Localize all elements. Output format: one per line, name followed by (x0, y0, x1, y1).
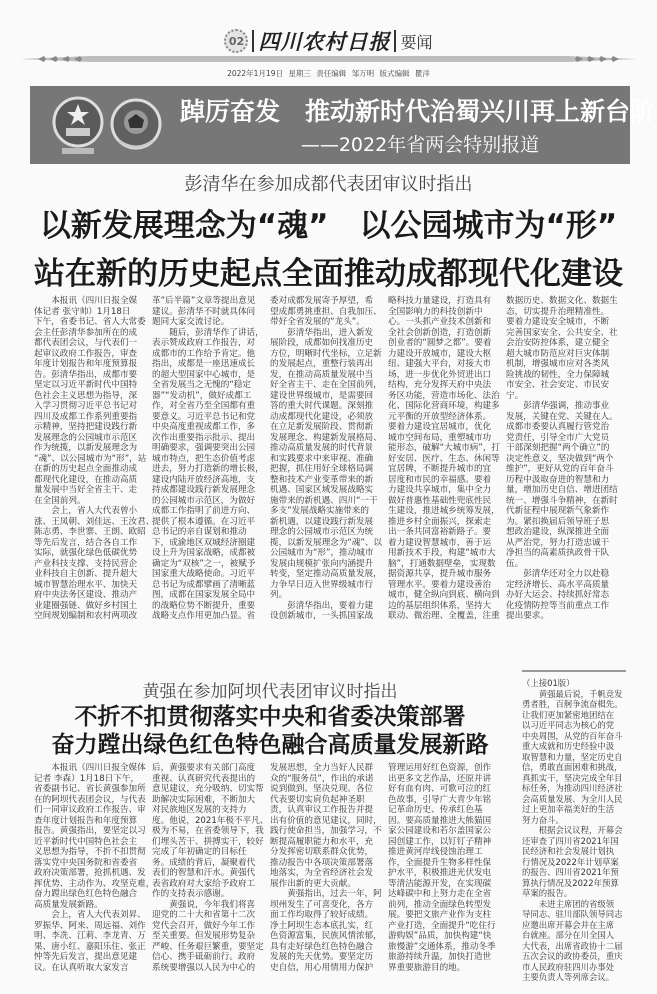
text-line: 持成都建设践行新发展理念 (152, 485, 256, 495)
text-line: 让我们更加紧密地团结在 (522, 709, 615, 720)
text-line: 量发展中当好全省主干、走 (34, 485, 138, 495)
article2-kicker: 黄强在参加阿坝代表团审议时指出 (142, 682, 398, 702)
text-line: 好安居、医疗、生态、休闲等 (388, 453, 500, 464)
text-line: 设创新城市，一头抓国家战 (270, 611, 374, 621)
text-line: 揽，以新发展理念为“魂”、以 (270, 537, 383, 548)
text-line: 在立足新发展阶段、贯彻新 (270, 422, 374, 432)
text-line: 发，在推动高质量发展中当 (270, 369, 374, 380)
text-line: 管理运用好红色资源，创作 (388, 763, 492, 773)
text-line: 公园城市为“形”，推动城市 (270, 548, 374, 558)
text-line: 险挑战的韧性，全力保障城 (506, 369, 610, 380)
text-line: 定经济增长、高水平高质量 (506, 579, 610, 590)
text-line: 度。他说，2021年极不平凡、 (152, 815, 269, 826)
text-line: 四川及成都工作系列重要指 (34, 411, 138, 422)
text-line: 说到做到、坚决兑现。各位 (270, 784, 374, 794)
article2-headline-1: 不折不扣贯彻落实中央和省委决策部署 (74, 704, 466, 730)
text-line: 报告。黄强指出，要坚定以习 (34, 826, 146, 836)
article1-headline-1: 以新发展理念为“魂” 以公园城市为“形” (39, 208, 618, 244)
text-line: 年度计划报告和年度预算报 (34, 359, 138, 369)
text-line: 意见建议，充分吸纳、切实帮 (152, 784, 264, 794)
text-line: 旅游持续升温，加快打造世 (388, 952, 492, 962)
text-line: 好全省主干、走在全国前列， (270, 380, 382, 390)
text-line: 彭清华指出，进入新发 (270, 327, 374, 338)
text-line: 发展由规模扩张向内涵提升 (270, 558, 374, 569)
text-line: 下午，省委书记、省人大常委 (34, 317, 146, 327)
article2-column-4 (388, 763, 496, 973)
text-line: 发展思想，全力当好人民群 (270, 763, 374, 773)
text-line: 结构，充分发挥天府中央法 (388, 380, 492, 390)
text-line: 力建设开放城市，建设大枢 (388, 348, 492, 359)
text-line: 涨、王凤朝、刘佳远、王汝君、 (34, 516, 155, 527)
text-line: 府中央法务区建设、推动产 (34, 590, 138, 600)
text-line: 能形态，破解“大城市病”，打 (388, 443, 501, 453)
article1-column-5 (506, 296, 618, 622)
text-line: 政府决策部署，抢抓机遇、发 (34, 868, 146, 878)
text-line: 办好大运会、持续抓好常态 (506, 590, 610, 600)
text-line: 的超大型国家中心城市，是 (152, 369, 256, 380)
text-line: 发展，关键在党、关键在人。 (506, 411, 618, 422)
text-line: 应邀出席开幕会并在主席 (522, 919, 615, 930)
text-line: 的公园城市示范区，为做好 (152, 495, 256, 506)
text-line: 市安全、社会安定、市民安 (506, 380, 610, 390)
text-line: 居度和市民的幸福感。要着 (388, 474, 492, 485)
text-line: 作，全面提升生物多样性保 (388, 857, 492, 868)
text-line: 代表要切实肩负起神圣职 (270, 794, 365, 805)
text-line: 界重要旅游目的地。 (388, 962, 466, 973)
text-line: 全社会创新创造，打造创新 (388, 327, 492, 338)
cppcc-emblem-icon (110, 92, 162, 158)
text-line: 明确要求，强调要突出公园 (152, 443, 256, 453)
text-line: 战略支点作用更加凸显。省 (152, 611, 256, 621)
text-line: 记革命历史、传承红色基 (388, 805, 483, 815)
text-line: 总书记为成都擘画了清晰蓝 (152, 579, 256, 590)
text-line: 国家重大战略使命。习近平 (152, 569, 256, 579)
text-line: 的发展起点，重整行装再出 (270, 359, 374, 369)
text-line: 大代表，出席省政协十二届 (522, 940, 623, 951)
text-line: 黄强说，今年我们将喜 (152, 899, 256, 910)
text-line: 做好普惠性基础性兜底性民 (388, 495, 492, 506)
text-line: 陈志勇、李世寨、王朗、欧昭 (34, 527, 146, 537)
text-line: 挥优势、主动作为、攻坚克难， (34, 878, 155, 889)
text-line: 建议。彭清华不时就具体问 (152, 306, 256, 317)
text-line: 导同志、驻川部队领导同志 (522, 909, 623, 919)
text-line: 为。紧扣换届后领导班子思 (506, 516, 610, 527)
text-line: 党代会召开，做好今年工作 (152, 920, 256, 931)
text-line: 具有走好绿色红色特色融合 (270, 941, 374, 952)
text-line: 化疫情防控等当前重点工作 (506, 600, 610, 611)
text-line: 确定为“双核”之一，被赋予 (152, 558, 256, 569)
text-line: 行情况及2022年计划草案 (522, 856, 619, 867)
text-line: 想政治建设，纵深推进全面 (506, 527, 610, 537)
text-line: 努力奋斗。 (522, 814, 564, 825)
text-line: 要意义。习近平总书记和党 (152, 411, 256, 422)
text-line: 色社会主义思想为指导，深 (34, 390, 138, 401)
text-line: 题同大家交流讨论。 (152, 317, 230, 327)
text-line: 略科技力量建设，打造具有 (388, 296, 492, 306)
text-line: 边的基层组织体系，坚持大 (388, 600, 492, 611)
text-line: 设上升为国家战略，成都被 (152, 548, 256, 558)
text-line: 记者 李森）1月18日下午， (34, 773, 140, 784)
text-line: 发展理念、构建新发展格局、 (270, 432, 382, 443)
banner-title: 踔厉奋发 推动新时代治蜀兴川再上新台阶 (180, 97, 656, 126)
article2-column-1 (34, 763, 154, 973)
text-line: “魂”、以公园城市为“形”，站 (34, 453, 147, 464)
text-line: 业建圈强链、做好乡村国土 (34, 600, 138, 611)
text-line: 维护”，更好从党的百年奋斗 (506, 464, 614, 474)
text-line: 脑”，打通数据壁垒，实现数 (388, 558, 496, 569)
page-number-badge: 02 (224, 29, 248, 53)
text-line: 把握，抓住用好全球格局调 (270, 464, 374, 474)
text-line: 在的阿坝代表团会议，与代表 (34, 794, 146, 805)
text-line: 出更多文艺作品，还原并讲 (388, 773, 492, 784)
text-line: 好有血有肉、可歌可泣的红 (388, 784, 492, 794)
text-line: 民经济和社会发展计划执 (522, 846, 615, 856)
text-line: 和实践要求中来审视、准确 (270, 453, 374, 464)
masthead (0, 26, 657, 56)
text-line: 重视、认真研究代表提出的 (152, 773, 256, 784)
text-line: 告。彭清华指出，成都市要 (34, 369, 138, 380)
text-line: 助解决实际困难，不断加大 (152, 794, 256, 805)
text-line: 成都市委要认真履行管党治 (506, 422, 610, 432)
text-line: 要着力建设安全城市，不断 (506, 317, 610, 327)
text-line: 信，勇敢直面困难和挑战， (522, 762, 623, 772)
text-line: 入学习贯彻习近平总书记对 (34, 401, 138, 411)
text-line: 地落实，为全省经济社会发 (270, 868, 374, 878)
text-line: 干部深刻把握“两个确立”的 (506, 443, 610, 453)
text-line: 坚定以习近平新时代中国特 (34, 380, 138, 390)
text-line: 委对成都发展寄予厚望，希 (270, 296, 374, 306)
text-line: 发展理念的公园城市示范区 (34, 432, 138, 443)
text-line: 着力建设智慧城市，善于运 (388, 537, 492, 548)
text-line: 会上，省人大代表刘昇、 (34, 910, 146, 920)
text-line: 城市空间布局，重塑城市功 (388, 432, 492, 443)
text-line: 勇者胜，百舸争流奋楫先。 (522, 699, 623, 709)
text-line: 彭清华还对全力以赴稳 (506, 569, 610, 579)
article1-headline-2: 站在新的历史起点全面推动成都现代化建设 (34, 256, 623, 292)
text-line: 图，成都在国家发展全局中 (152, 590, 256, 600)
sidebar-column (522, 678, 623, 983)
text-line: 黄强指出，过去一年，阿 (270, 889, 382, 899)
text-line: 黄强最后说，千帆竞发 (522, 688, 623, 699)
text-line: 后，黄强要求有关部门高度 (152, 763, 256, 773)
text-line: 建设内陆开放经济高地，支 (152, 474, 256, 485)
text-line: 出有价值的意见建议，同时， (270, 815, 382, 826)
text-line: 忡等先后发言，提出意见建 (34, 952, 138, 962)
text-line: 落实党中央国务院和省委省 (34, 857, 138, 868)
text-line: 五次会议的政协委员，重庆 (522, 951, 623, 961)
national-emblem-icon (52, 92, 104, 158)
text-line: 超大城市防范应对巨灾体制 (506, 348, 610, 359)
text-line: 场，进一步优化外贸进出口 (388, 369, 492, 380)
text-line: 作为统揽，以新发展理念为 (34, 443, 138, 453)
text-line: 表省政府对大家给予政府工 (152, 878, 256, 889)
text-line: 生建设，推进城乡统筹发展， (388, 506, 500, 516)
text-line: 奋力蹚出绿色红色特色融合 (34, 889, 138, 899)
text-line: 算执行情况及2022年预算 (522, 877, 619, 888)
sidebar-divider (522, 670, 626, 672)
text-line: 提供了根本遵循。在习近平 (152, 516, 256, 527)
text-line: 重大成就和历史经验中汲 (522, 741, 615, 751)
text-line: 创业者的“圆梦之都”。要着 (388, 338, 492, 348)
text-line: 分发挥密切联系群众优势， (270, 847, 374, 857)
text-line: 明、李冼、江莉、李龙青、万 (34, 931, 146, 941)
newspaper-logo: 四川农村日报 (258, 29, 391, 54)
text-line: 推动报告中各项决策部署落 (270, 857, 374, 868)
divider (252, 30, 254, 52)
text-line: 台就座。部分在川全国人 (522, 930, 615, 940)
text-line: 作，对全省乃至全国都有重 (152, 401, 256, 411)
text-line: 机遇、国家区域发展战略实 (270, 485, 374, 495)
text-line: 转变，坚定推动高质量发展， (270, 569, 382, 579)
text-line: 力建设共享城市，集中全力 (388, 485, 492, 495)
text-line: 过上更加幸福美好的生活 (522, 804, 615, 814)
text-line: 至关重要。但发展形势复杂 (152, 931, 256, 941)
text-line: 作的支持表示感谢。 (152, 889, 230, 899)
text-line: 高质量发展新路。 (34, 899, 103, 910)
text-line: 迎党的二十大和省第十二次 (152, 910, 256, 920)
text-line: 都现代化建设，在推动高质 (34, 474, 138, 485)
divider (394, 30, 396, 52)
text-line: 以习近平同志为核心的党 (522, 720, 615, 730)
text-line: 从严治党，努力打造忠诚干 (506, 537, 610, 548)
text-line: 体记者 张守帅）1月18日 (34, 306, 131, 317)
text-line: 护水平，积极推进光伏发电 (388, 868, 492, 878)
text-line: 党责任，引导全市广大党员 (506, 432, 610, 443)
text-line: 的战略位势不断提升，重要 (152, 600, 256, 611)
text-line: 史自信，用心用情用力保护 (270, 962, 374, 973)
text-line: 全省发展当之无愧的“稳定 (152, 380, 251, 390)
text-line: 会治安防控体系，建立健全 (506, 338, 610, 348)
text-line: 未进主席团的省级领 (522, 898, 615, 909)
text-line: 草案的报告。 (522, 888, 573, 898)
text-line: 旅慢游”交通体系，推动冬季 (388, 941, 496, 952)
text-line: 达峰碳中和上努力走在全省 (388, 889, 492, 899)
text-line: 纽、建强大平台，对接大市 (388, 359, 492, 369)
text-line: 发展的先天优势。要坚定历 (270, 952, 374, 962)
text-line: 色资源富集，民族风情浓郁， (270, 931, 382, 941)
text-line: 化、国际化营商环境，构建多 (388, 401, 500, 411)
text-line: 游购娱”品质，加快构建“快 (388, 931, 492, 941)
text-line: 取智慧和力量，坚定历史自 (522, 751, 623, 762)
article1-column-4 (388, 296, 500, 622)
text-line: 业科技自主创新、提升超大 (34, 569, 138, 579)
text-line: 中央高度重视成都工作，多 (152, 422, 256, 432)
text-line: 成都工作指明了前进方向、 (152, 506, 256, 516)
text-line: 系统要增强以人民为中心的 (152, 962, 256, 973)
text-line: 对民族地区发展的支持力 (152, 805, 247, 815)
text-line: 园创建工作，以钉钉子精神 (388, 836, 492, 847)
text-line: 根据会议议程，开幕会 (522, 825, 623, 835)
text-line: 多支”发展战略实施带来的 (270, 506, 369, 516)
text-line: 器”“发动机”，做好成都工 (152, 390, 252, 401)
text-line: 家公园建设和若尔盖国家公 (388, 826, 492, 836)
text-line: 展阶段，成都如何找准历史 (270, 338, 374, 348)
text-line: 彭清华指出，要着力建 (270, 600, 374, 611)
text-line: 推动高质量发展的时代背景 (270, 443, 374, 453)
text-line: 产业打造，全面提升“吃住行 (388, 920, 496, 931)
text-line: 元平衡的开放型经济体系。 (388, 411, 492, 422)
text-line: 数据历史、数据文化、数据生 (506, 296, 618, 306)
text-line: 理念的公园城市示范区为统 (270, 527, 374, 537)
text-line: 次作出重要指示批示、提出 (152, 432, 256, 443)
text-line: 们一同审议政府工作报告、审 (34, 805, 146, 815)
special-report-banner (30, 86, 656, 164)
text-line: 据资源共享，提升城市服务 (388, 569, 492, 579)
text-line: 在新的历史起点全面推动成 (34, 464, 138, 474)
text-line: 在全国前列。 (34, 495, 86, 506)
article2-headline-2: 奋力蹚出绿色红色特色融合高质量发展新路 (51, 732, 489, 758)
text-line: 管理水平。要着力建设善治 (388, 579, 492, 590)
text-line: 力争早日迈入世界级城市行 (270, 579, 374, 590)
text-line: 宁。 (506, 390, 524, 401)
article1-column-2 (152, 296, 264, 622)
text-line: 会高质量发展、为全川人民 (522, 793, 623, 804)
text-line: 众的“服务员”，作出的承诺 (270, 773, 374, 784)
text-line: 本报讯（四川日报全媒体 (34, 763, 146, 773)
article1-kicker: 彭清华在参加成都代表团审议时指出 (184, 174, 473, 195)
text-line: 联动、微治理、全覆盖，注重 (388, 611, 500, 621)
text-line: 进去，努力打造新的增长极， (152, 464, 264, 474)
text-line: 议。在认真听取大家发言 (34, 962, 129, 973)
text-line: 责，认真审议工作报告并提 (270, 805, 374, 815)
text-line: 实际，就强化绿色低碳优势 (34, 548, 138, 558)
text-line: 统一、增强斗争精神，在新时 (506, 495, 618, 506)
article2-column-2 (152, 763, 268, 973)
text-line: 断提高履职能力和水平，充 (270, 836, 374, 847)
text-line: 随后，彭清华作了讲话， (152, 327, 264, 338)
text-line: 市人民政府驻四川办事处 (522, 961, 615, 972)
text-line: 表们的智慧和汗水。黄强代 (152, 868, 256, 878)
text-line: 务区功能，营造市场化、法治 (388, 390, 500, 401)
text-line: 产业科技支撑、支持民营企 (34, 558, 138, 569)
text-line: 净土阿坝生态本底扎实，红 (270, 920, 374, 931)
text-line: 色故事，引导广大青少年铭 (388, 794, 492, 805)
article1-column-1 (34, 296, 154, 622)
text-line: 面工作均取得了较好成绩。 (270, 910, 374, 920)
text-line: 等先后发言，结合各自工作 (34, 537, 138, 548)
text-line: 因。要高质量推进大熊猫国 (388, 815, 492, 826)
text-line: 机制，增强城市应对各类风 (506, 359, 610, 369)
text-line: 中央周围，从党的百年奋斗 (522, 730, 623, 741)
text-line: 还审查了四川省2021年国 (522, 835, 619, 846)
text-line: 主要负责人等列席会议。 (522, 972, 615, 982)
text-line: 查年度计划报告和年度预算 (34, 815, 138, 826)
article1-column-3 (270, 296, 382, 622)
text-line: 会上，省人大代表曾小 (34, 506, 138, 516)
text-line: 望成都勇挑重担、自我加压、 (270, 306, 382, 317)
text-line: 革”后半篇”文章等提出意见 (152, 296, 256, 306)
text-line: 全国影响力的科技创新中 (388, 306, 483, 317)
text-line: 信心、携手砥砺前行。政府 (152, 952, 256, 962)
text-line: 完善国家安全、公共安全、社 (506, 327, 618, 338)
text-line: 决定性意义，坚决做到“两个 (506, 453, 614, 464)
text-line: 下，成渝地区双城经济圈建 (152, 537, 256, 548)
text-line: 展。要把文旅产业作为支柱 (388, 910, 492, 920)
text-line: 推进黄河岸线侵蚀治理工 (388, 847, 483, 857)
text-line: 历程中汲取奋进的智慧和力 (506, 474, 610, 485)
wheat-ornament-rule (20, 55, 637, 63)
text-line: 推进乡村全面振兴，探索走 (388, 516, 492, 527)
text-line: 伍。 (506, 558, 524, 569)
text-line: 表示赞成政府工作报告，对 (152, 338, 256, 348)
banner-subtitle: ——2022年省两会特别报道 (300, 134, 540, 156)
text-line: 完成了年初确定的目标任 (152, 847, 247, 857)
text-line: 动成都现代化建设，必须放 (270, 411, 374, 422)
text-line: 近平新时代中国特色社会主 (34, 836, 138, 847)
text-line: 总书记的亲自谋划和推动 (152, 527, 247, 537)
text-line: 起审议政府工作报告，审查 (34, 348, 138, 359)
text-line: 会主任彭清华参加所在的成 (34, 327, 138, 338)
text-line: 等清洁能源开发，在实现碳 (388, 878, 492, 889)
section-name: 要闻 (400, 32, 433, 52)
text-line: 标任务，为推动四川经济社 (522, 783, 623, 793)
text-line: 指出，成都是一座迅速成长 (152, 359, 256, 369)
text-line: 严峻、任务艰巨繁重，要坚定 (152, 941, 264, 952)
text-line: 带好全省发展的“龙头”。 (270, 317, 365, 327)
text-line: 前列，推动全面绿色转型发 (388, 899, 492, 910)
text-line: 都代表团会议，与代表们一 (34, 338, 138, 348)
text-line: 城市智慧治理水平、加快天 (34, 579, 138, 590)
text-line: 省委副书记、省长黄强参加所 (34, 784, 146, 794)
text-line: 展作出新的更大贡献。 (270, 878, 356, 889)
text-line: 用新技术手段，构建“城市大 (388, 548, 496, 558)
text-line: 空间规划编制和农村两项改 (34, 611, 138, 621)
text-line: 建设世界级城市，是需要回 (270, 390, 374, 401)
text-line: 态，切实提升治理精准性。 (506, 306, 610, 317)
text-line: 彭清华强调，推动事业 (506, 401, 610, 411)
text-line: （上接01版） (522, 678, 575, 688)
text-line: 出一条共同富裕新路子。要 (388, 527, 492, 537)
text-line: 本报讯（四川日报全媒 (34, 296, 138, 306)
text-line: 提出要求。 (506, 611, 549, 621)
text-line: 义思想为指导，不折不扣贯彻 (34, 847, 146, 857)
text-line: 务。成绩的背后，凝聚着代 (152, 857, 256, 868)
text-line: 方位，明晰时代坐标，立足新 (270, 348, 382, 359)
text-line: 列。 (270, 590, 288, 600)
text-line: 们埋头苦干、拼搏实干，较好 (152, 836, 264, 847)
text-line: 答的重大时代课题。深刻推 (270, 401, 374, 411)
text-line: 净担当的高素质执政骨干队 (506, 548, 610, 558)
text-line: 城市，健全纵向到底、横向到 (388, 590, 500, 600)
text-line: 真抓实干，坚决完成全年目 (522, 772, 623, 783)
text-line: 心。一头抓产业技术创新和 (388, 317, 492, 327)
text-line: 坝州发生了可喜变化，各方 (270, 899, 374, 910)
text-line: 量，增加历史自信、增进团结 (506, 485, 618, 495)
dateline: 2022年1月19日 星期三 责任编辑 邹万明 版式编辑 瞿洋 (227, 69, 430, 78)
text-line: 施带来的新机遇、四川“一干 (270, 495, 378, 506)
text-line: 新机遇，以建设践行新发展 (270, 516, 374, 527)
text-line: 宜居牌，不断提升城市的宜 (388, 464, 492, 474)
text-line: 示精神，坚持把建设践行新 (34, 422, 138, 432)
text-line: 要着力建设宜居城市，优化 (388, 422, 492, 432)
article2-column-3 (270, 763, 382, 973)
text-line: 践行使命担当，加强学习，不 (270, 826, 382, 836)
text-line: 代新征程中展现新气象新作 (506, 506, 610, 516)
text-line: 整和技术产业变革带来的新 (270, 474, 374, 485)
text-line: 成都市的工作给予肯定。他 (152, 348, 256, 359)
text-line: 城市特点，把生态价值考虑 (152, 453, 256, 464)
text-line: 果、唐小红、嘉阳乐住、张正 (34, 941, 146, 952)
text-line: 的报告、四川省2021年预 (522, 867, 619, 877)
text-line: 罗振华、阿来、周远福、刘作 (34, 920, 146, 931)
text-line: 极为不易，在省委领导下，我 (152, 826, 264, 836)
